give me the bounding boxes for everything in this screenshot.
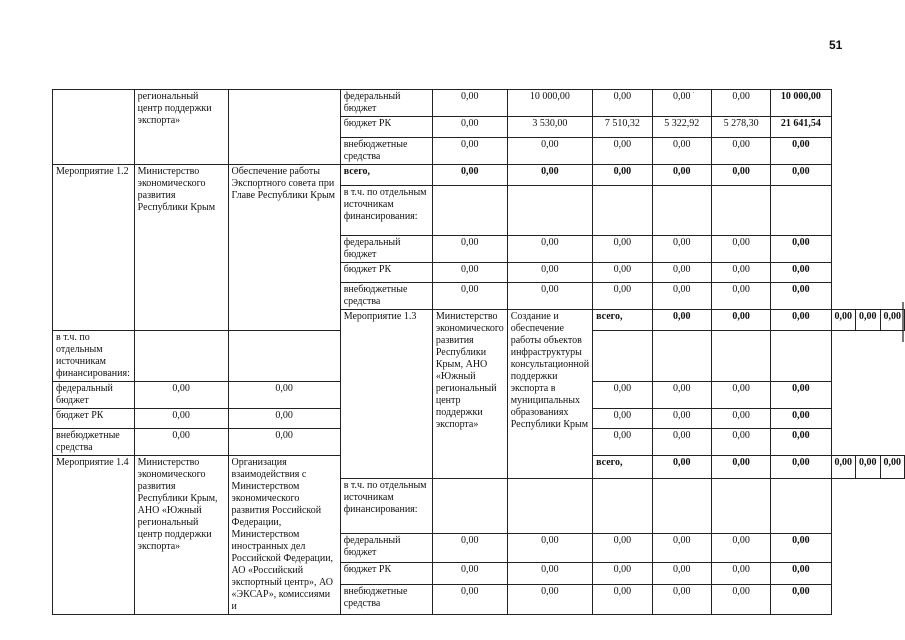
funding-source: внебюджетные средства [340, 585, 432, 615]
value-cell: 0,00 [432, 283, 507, 310]
measure-name-cell: Обеспечение работы Экспортного совета при Главе Республики Крым [228, 165, 340, 331]
measure-name-cell [228, 90, 340, 165]
value-cell: 0,00 [711, 165, 770, 186]
value-cell: 0,00 [711, 429, 770, 456]
value-cell: 3 530,00 [507, 117, 592, 138]
total-value-cell: 0,00 [771, 236, 831, 263]
value-cell: 0,00 [432, 117, 507, 138]
executor-cell: Министерство экономического развития Республики Крым, АНО «Южный региональный центр поддержки экспорта» [134, 456, 228, 615]
value-cell: 0,00 [711, 263, 770, 283]
value-cell: 0,00 [711, 138, 770, 165]
table-row [53, 90, 905, 117]
value-cell: 0,00 [652, 429, 711, 456]
value-cell: 0,00 [432, 263, 507, 283]
value-cell: 5 322,92 [652, 117, 711, 138]
value-cell: 0,00 [228, 382, 340, 409]
empty-cell [593, 186, 652, 236]
value-cell: 0,00 [593, 382, 652, 409]
total-value-cell: 0,00 [771, 533, 831, 563]
value-cell: 0,00 [432, 90, 507, 117]
funding-source: всего, [593, 310, 652, 331]
funding-source: бюджет РК [53, 409, 135, 429]
value-cell: 0,00 [228, 409, 340, 429]
value-cell: 0,00 [652, 236, 711, 263]
value-cell: 0,00 [771, 310, 831, 331]
total-value-cell: 0,00 [771, 409, 831, 429]
value-cell: 0,00 [652, 283, 711, 310]
value-cell: 0,00 [593, 90, 652, 117]
empty-cell [507, 479, 592, 534]
funding-source: внебюджетные средства [340, 283, 432, 310]
empty-cell [771, 331, 831, 382]
value-cell: 0,00 [134, 409, 228, 429]
empty-cell [432, 186, 507, 236]
empty-cell [593, 479, 652, 534]
executor-cell: Министерство экономического развития Республики Крым [134, 165, 228, 331]
funding-source: бюджет РК [340, 117, 432, 138]
funding-source-heading: в т.ч. по отдельным источникам финансирования: [340, 186, 432, 236]
value-cell: 0,00 [771, 165, 831, 186]
empty-cell [652, 331, 711, 382]
empty-cell [652, 479, 711, 534]
funding-source: федеральный бюджет [340, 236, 432, 263]
value-cell: 0,00 [507, 533, 592, 563]
value-cell: 0,00 [507, 138, 592, 165]
value-cell: 0,00 [711, 310, 770, 331]
measure-name-cell: Создание и обеспечение работы объектов инфраструктуры консультационной поддержки экспорта в муниципальных образованиях Республики Крым [507, 310, 592, 479]
funding-source: внебюджетные средства [53, 429, 135, 456]
empty-cell [593, 331, 652, 382]
value-cell: 0,00 [228, 429, 340, 456]
measure-label-cell [53, 90, 135, 165]
value-cell: 0,00 [652, 165, 711, 186]
empty-cell [771, 479, 831, 534]
total-value-cell: 0,00 [771, 382, 831, 409]
value-cell: 0,00 [652, 456, 711, 479]
funding-source-heading: в т.ч. по отдельным источникам финансирования: [340, 479, 432, 534]
total-value-cell: 0,00 [771, 283, 831, 310]
value-cell: 0,00 [711, 90, 770, 117]
total-value-cell: 0,00 [771, 263, 831, 283]
measure-label-cell: Мероприятие 1.4 [53, 456, 135, 615]
funding-source: федеральный бюджет [340, 533, 432, 563]
value-cell: 0,00 [593, 283, 652, 310]
page-number: 51 [829, 38, 843, 52]
funding-source-heading: в т.ч. по отдельным источникам финансирования: [53, 331, 135, 382]
value-cell: 0,00 [711, 236, 770, 263]
value-cell: 0,00 [507, 563, 592, 585]
value-cell: 0,00 [652, 533, 711, 563]
funding-source: федеральный бюджет [53, 382, 135, 409]
empty-cell [134, 331, 228, 382]
value-cell: 0,00 [432, 585, 507, 615]
value-cell: 10 000,00 [507, 90, 592, 117]
value-cell: 0,00 [856, 310, 881, 331]
value-cell: 7 510,32 [593, 117, 652, 138]
value-cell: 0,00 [134, 429, 228, 456]
funding-source: бюджет РК [340, 563, 432, 585]
value-cell: 0,00 [711, 585, 770, 615]
empty-cell [432, 479, 507, 534]
value-cell: 0,00 [593, 236, 652, 263]
empty-cell [711, 479, 770, 534]
funding-source: всего, [593, 456, 652, 479]
measure-name-cell: Организация взаимодействия с Министерством экономического развития Российской Федерации, Министерством иностранных дел Российской Федерации, АО «Российский экспортный центр», АО «ЭКСАР», комиссиями и [228, 456, 340, 615]
value-cell: 0,00 [711, 382, 770, 409]
value-cell: 0,00 [652, 138, 711, 165]
value-cell: 0,00 [593, 409, 652, 429]
total-value-cell: 10 000,00 [771, 90, 831, 117]
total-value-cell: 21 641,54 [771, 117, 831, 138]
value-cell: 0,00 [652, 90, 711, 117]
value-cell: 0,00 [507, 165, 592, 186]
value-cell: 0,00 [831, 310, 856, 331]
value-cell: 0,00 [134, 382, 228, 409]
value-cell: 0,00 [711, 533, 770, 563]
empty-cell [652, 186, 711, 236]
value-cell: 0,00 [711, 456, 770, 479]
value-cell: 0,00 [593, 138, 652, 165]
empty-cell [711, 186, 770, 236]
value-cell: 0,00 [652, 263, 711, 283]
value-cell: 0,00 [711, 283, 770, 310]
total-value-cell: 0,00 [771, 429, 831, 456]
value-cell: 0,00 [831, 456, 856, 479]
value-cell: 0,00 [652, 310, 711, 331]
value-cell: 0,00 [711, 409, 770, 429]
empty-cell [771, 186, 831, 236]
table-row [53, 165, 905, 186]
value-cell: 0,00 [593, 165, 652, 186]
total-value-cell: 0,00 [771, 585, 831, 615]
empty-cell [711, 331, 770, 382]
measure-label-cell: Мероприятие 1.3 [340, 310, 432, 479]
total-value-cell: 0,00 [771, 138, 831, 165]
value-cell: 0,00 [880, 456, 905, 479]
value-cell: 0,00 [856, 456, 881, 479]
total-value-cell: 0,00 [771, 563, 831, 585]
value-cell: 0,00 [432, 236, 507, 263]
value-cell: 0,00 [432, 165, 507, 186]
value-cell: 0,00 [593, 533, 652, 563]
value-cell: 0,00 [711, 563, 770, 585]
value-cell: 0,00 [652, 382, 711, 409]
funding-source: федеральный бюджет [340, 90, 432, 117]
empty-cell [228, 331, 340, 382]
value-cell: 0,00 [507, 236, 592, 263]
funding-source: бюджет РК [340, 263, 432, 283]
value-cell: 0,00 [432, 138, 507, 165]
value-cell: 0,00 [507, 283, 592, 310]
value-cell: 0,00 [432, 533, 507, 563]
value-cell: 0,00 [880, 310, 905, 331]
budget-table [52, 89, 905, 615]
value-cell: 0,00 [593, 585, 652, 615]
funding-source: всего, [340, 165, 432, 186]
funding-source: внебюджетные средства [340, 138, 432, 165]
value-cell: 0,00 [507, 263, 592, 283]
value-cell: 0,00 [652, 585, 711, 615]
value-cell: 0,00 [652, 563, 711, 585]
value-cell: 0,00 [593, 563, 652, 585]
value-cell: 0,00 [507, 585, 592, 615]
value-cell: 0,00 [771, 456, 831, 479]
value-cell: 5 278,30 [711, 117, 770, 138]
value-cell: 0,00 [652, 409, 711, 429]
executor-cell: Министерство экономического развития Республики Крым, АНО «Южный региональный центр поддержки экспорта» [432, 310, 507, 479]
executor-cell: региональный центр поддержки экспорта» [134, 90, 228, 165]
value-cell: 0,00 [593, 263, 652, 283]
value-cell: 0,00 [593, 429, 652, 456]
empty-cell [507, 186, 592, 236]
measure-label-cell: Мероприятие 1.2 [53, 165, 135, 331]
value-cell: 0,00 [432, 563, 507, 585]
